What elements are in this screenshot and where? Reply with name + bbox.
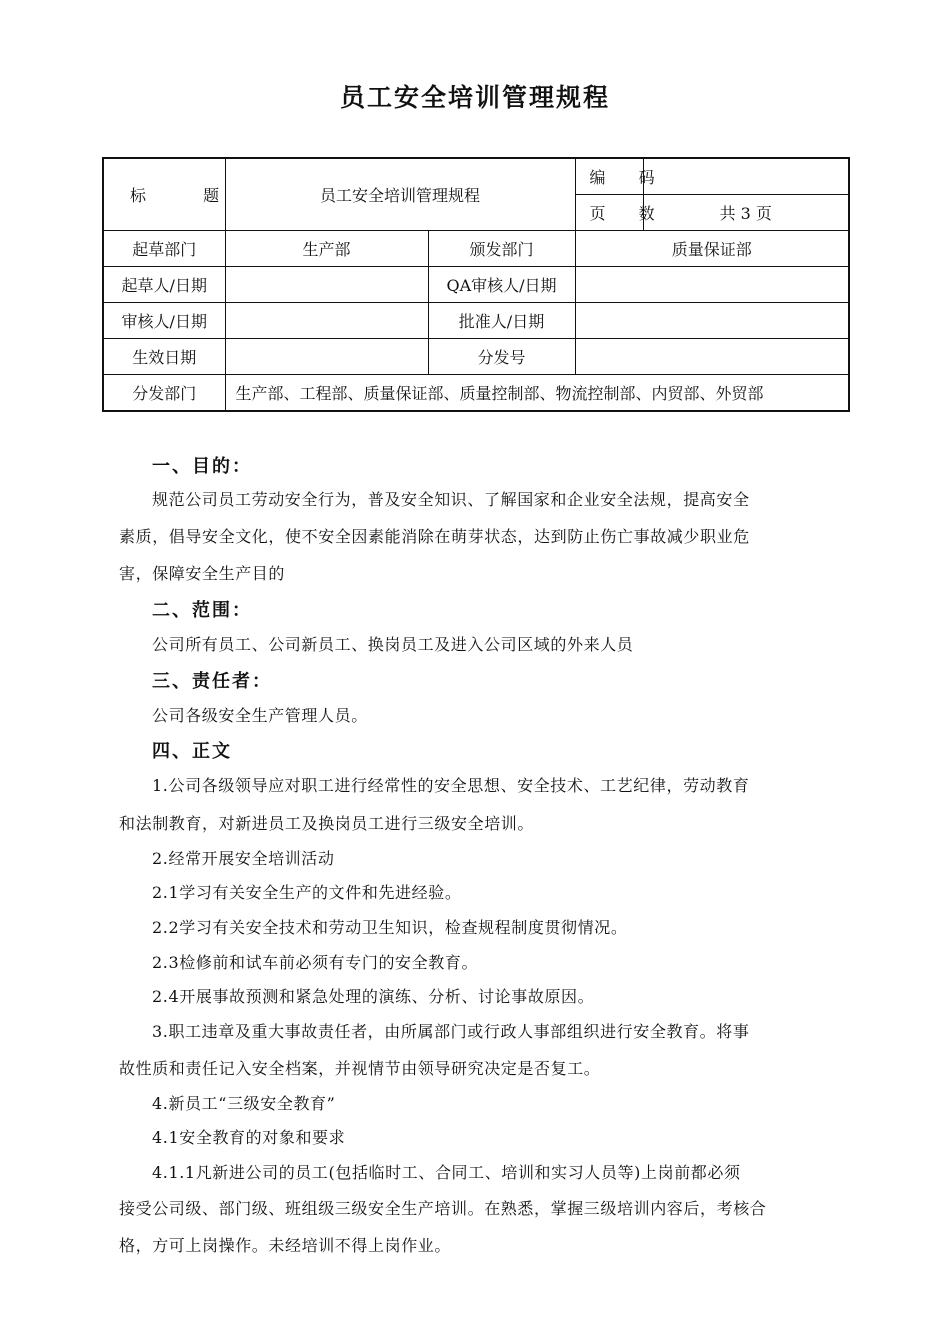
body-paragraph-line: 和法制教育，对新进员工及换岗员工进行三级安全培训。: [119, 814, 535, 833]
body-paragraph-line: 4.新员工“三级安全教育”: [152, 1094, 336, 1113]
body-paragraph-line: 2.3检修前和试车前必须有专门的安全教育。: [152, 953, 479, 972]
effective-date-value: [225, 339, 428, 375]
section-body-heading: 四、正文: [152, 741, 232, 762]
issue-dept-value: 质量保证部: [575, 231, 849, 267]
body-paragraph-line: 2.2学习有关安全技术和劳动卫生知识，检查规程制度贯彻情况。: [152, 918, 628, 937]
approver-label: 批准人/日期: [428, 303, 575, 339]
code-label: 编 码: [575, 158, 643, 195]
document-info-table: [102, 157, 850, 412]
draft-dept-value: 生产部: [225, 231, 428, 267]
body-paragraph-line: 2.1学习有关安全生产的文件和先进经验。: [152, 883, 462, 902]
body-paragraph-line: 3.职工违章及重大事故责任者，由所属部门或行政人事部组织进行安全教育。将事: [152, 1022, 750, 1041]
distribution-depts-label: 分发部门: [103, 375, 225, 412]
qa-reviewer-value: [575, 267, 849, 303]
body-paragraph-line: 1.公司各级领导应对职工进行经常性的安全思想、安全技术、工艺纪律，劳动教育: [152, 776, 750, 795]
draft-dept-label: 起草部门: [103, 231, 225, 267]
distribution-depts-value: 生产部、工程部、质量保证部、质量控制部、物流控制部、内贸部、外贸部: [225, 375, 849, 412]
distribution-no-label: 分发号: [428, 339, 575, 375]
body-paragraph-line: 4.1安全教育的对象和要求: [152, 1128, 346, 1147]
approver-value: [575, 303, 849, 339]
code-value: [643, 158, 849, 195]
document-title: 员工安全培训管理规程: [339, 83, 610, 112]
pages-value: 共 3 页: [643, 195, 849, 231]
purpose-text-line: 害，保障安全生产目的: [119, 564, 286, 583]
purpose-text-line: 规范公司员工劳动安全行为，普及安全知识、了解国家和企业安全法规，提高安全: [152, 490, 750, 509]
title-label: 标 题: [103, 158, 225, 231]
section-purpose-heading: 一、目的：: [152, 456, 252, 477]
body-paragraph-line: 4.1.1凡新进公司的员工(包括临时工、合同工、培训和实习人员等)上岗前都必须: [152, 1163, 741, 1182]
title-value: 员工安全培训管理规程: [225, 158, 575, 231]
reviewer-label: 审核人/日期: [103, 303, 225, 339]
section-responsible-heading: 三、责任者：: [152, 671, 272, 692]
section-scope-heading: 二、范围：: [152, 600, 252, 621]
purpose-text-line: 素质，倡导安全文化，使不安全因素能消除在萌芽状态，达到防止伤亡事故减少职业危: [119, 527, 750, 546]
pages-label: 页 数: [575, 195, 643, 231]
body-paragraph-line: 接受公司级、部门级、班组级三级安全生产培训。在熟悉，掌握三级培训内容后，考核合: [119, 1199, 767, 1218]
drafter-value: [225, 267, 428, 303]
reviewer-value: [225, 303, 428, 339]
responsible-text: 公司各级安全生产管理人员。: [152, 706, 368, 725]
qa-reviewer-label: QA审核人/日期: [428, 267, 575, 303]
body-paragraph-line: 2.4开展事故预测和紧急处理的演练、分析、讨论事故原因。: [152, 987, 595, 1006]
effective-date-label: 生效日期: [103, 339, 225, 375]
drafter-label: 起草人/日期: [103, 267, 225, 303]
body-paragraph-line: 2.经常开展安全培训活动: [152, 849, 335, 868]
body-paragraph-line: 故性质和责任记入安全档案，并视情节由领导研究决定是否复工。: [119, 1059, 601, 1078]
scope-text: 公司所有员工、公司新员工、换岗员工及进入公司区域的外来人员: [152, 635, 634, 654]
body-paragraph-line: 格，方可上岗操作。未经培训不得上岗作业。: [119, 1236, 452, 1255]
issue-dept-label: 颁发部门: [428, 231, 575, 267]
distribution-no-value: [575, 339, 849, 375]
